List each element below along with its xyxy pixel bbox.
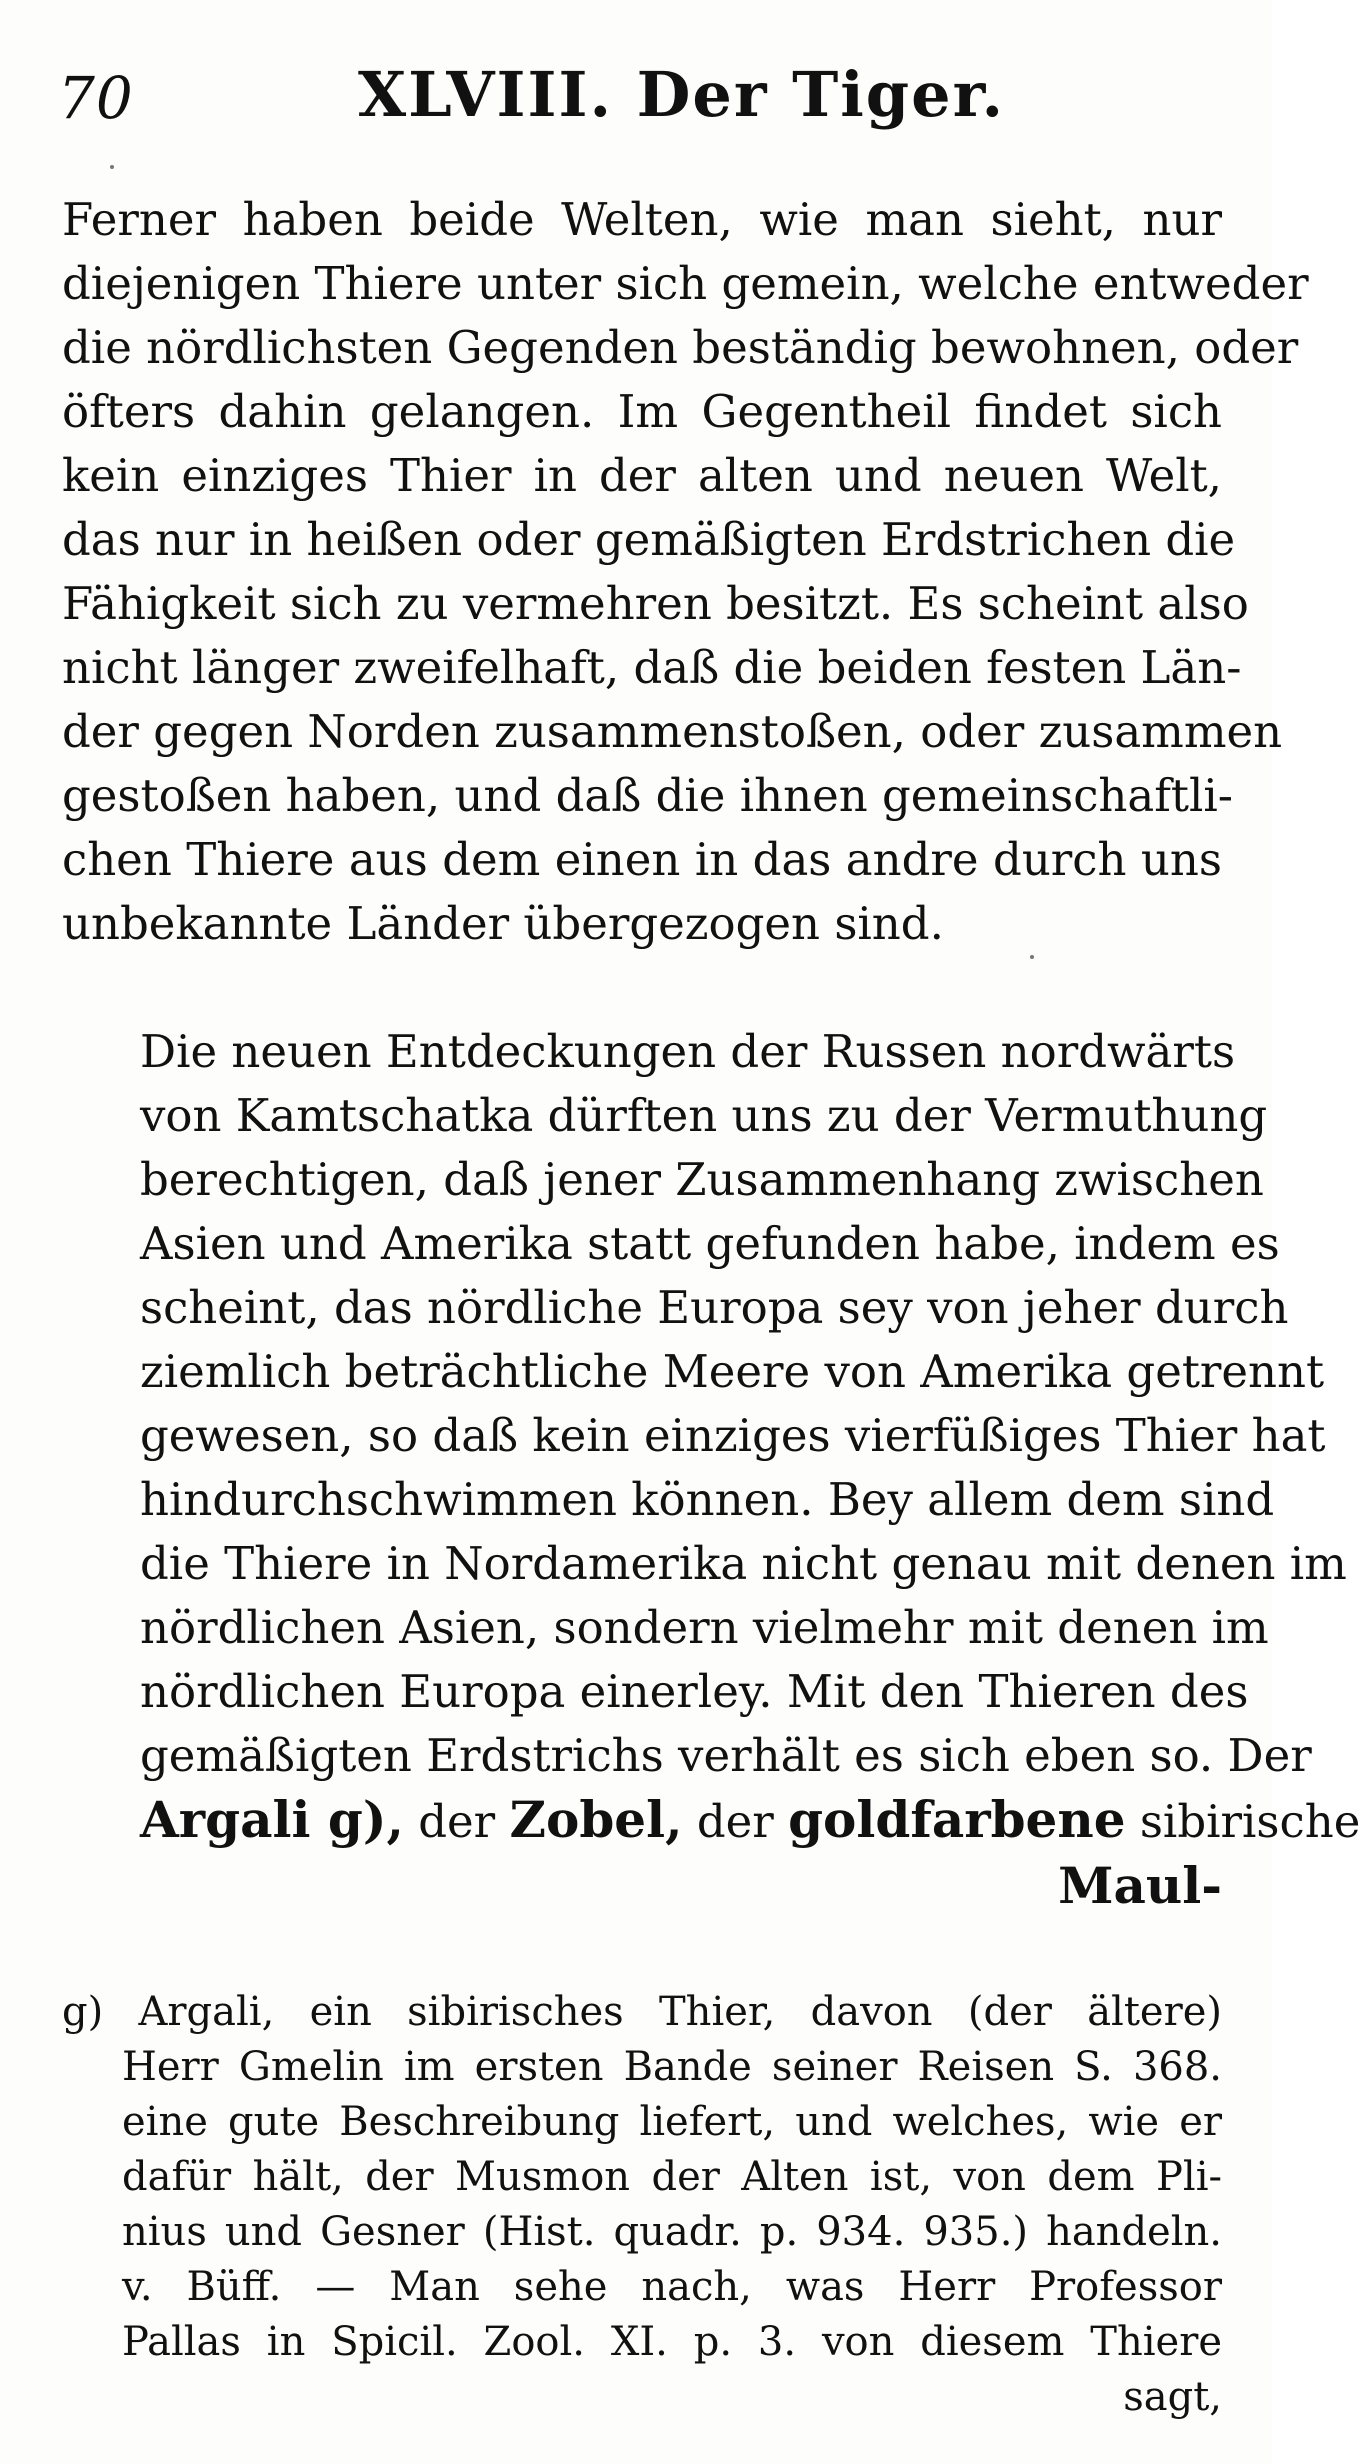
text-line: diejenigen Thiere unter sich gemein, welche entweder [62, 257, 1309, 310]
footnote-line: dafür hält, der Musmon der Alten ist, von dem Pli- [122, 2154, 1222, 2200]
term-argali: Argali g), [140, 1790, 404, 1849]
text-line: unbekannte Länder übergezogen sind. [62, 897, 944, 950]
page-header [58, 58, 1218, 148]
text-line: ziemlich beträchtliche Meere von Amerika getrennt [140, 1345, 1325, 1398]
footnote-line: eine gute Beschreibung liefert, und welches, wie er [122, 2099, 1222, 2145]
text-line: öfters dahin gelangen. Im Gegentheil findet sich [62, 385, 1222, 438]
paper-speck [110, 165, 114, 169]
text-line: berechtigen, daß jener Zusammenhang zwischen [140, 1153, 1264, 1206]
paragraph-2 [62, 1020, 1360, 1920]
text-line: chen Thiere aus dem einen in das andre durch uns [62, 833, 1222, 886]
text-line: nördlichen Asien, sondern vielmehr mit denen im [140, 1601, 1269, 1654]
footnote-line: Pallas in Spicil. Zool. XI. p. 3. von diesem Thiere [122, 2319, 1222, 2365]
text-line: nicht länger zweifelhaft, daß die beiden festen Län- [62, 641, 1242, 694]
running-title: XLVIII. Der Tiger. [358, 58, 1006, 131]
footnote-line: v. Büff. — Man sehe nach, was Herr Professor [122, 2264, 1222, 2310]
catchword: Maul- [1058, 1856, 1222, 1915]
footnote-line: nius und Gesner (Hist. quadr. p. 934. 935.) handeln. [122, 2209, 1222, 2255]
text-line: gewesen, so daß kein einziges vierfüßiges Thier hat [140, 1409, 1326, 1462]
page-number: 70 [58, 64, 134, 132]
paper-speck [1030, 955, 1034, 959]
text-line: gemäßigten Erdstrichs verhält es sich eben so. Der [140, 1729, 1312, 1782]
text-fragment: der [403, 1795, 510, 1848]
text-line: die nördlichsten Gegenden beständig bewohnen, oder [62, 321, 1299, 374]
text-line-emphasis [62, 1788, 1360, 1854]
term-zobel: Zobel, [509, 1790, 683, 1849]
text-line: kein einziges Thier in der alten und neuen Welt, [62, 449, 1222, 502]
text-line: scheint, das nördliche Europa sey von jeher durch [140, 1281, 1289, 1334]
text-line: von Kamtschatka dürften uns zu der Vermuthung [140, 1089, 1268, 1142]
footnote-line: g) Argali, ein sibirisches Thier, davon (der ältere) [62, 1989, 1222, 2035]
text-fragment: der [682, 1795, 789, 1848]
term-goldfarbene: goldfarbene [788, 1790, 1126, 1849]
text-fragment: sibirische [1125, 1795, 1360, 1848]
text-line: Die neuen Entdeckungen der Russen nordwärts [140, 1025, 1236, 1078]
text-line: die Thiere in Nordamerika nicht genau mit denen im [140, 1537, 1347, 1590]
paragraph-1 [62, 188, 1309, 956]
text-line: Fähigkeit sich zu vermehren besitzt. Es scheint also [62, 577, 1249, 630]
text-line: Asien und Amerika statt gefunden habe, indem es [140, 1217, 1280, 1270]
text-line: hindurchschwimmen können. Bey allem dem sind [140, 1473, 1275, 1526]
text-line: der gegen Norden zusammenstoßen, oder zusammen [62, 705, 1283, 758]
footnote-line: Herr Gmelin im ersten Bande seiner Reisen S. 368. [122, 2044, 1222, 2090]
text-line: gestoßen haben, und daß die ihnen gemeinschaftli- [62, 769, 1233, 822]
text-line: nördlichen Europa einerley. Mit den Thieren des [140, 1665, 1249, 1718]
footnote [62, 1985, 1222, 2425]
footnote-catchword: sagt, [1123, 2374, 1222, 2420]
text-line: Ferner haben beide Welten, wie man sieht, nur [62, 193, 1222, 246]
text-line: das nur in heißen oder gemäßigten Erdstrichen die [62, 513, 1236, 566]
